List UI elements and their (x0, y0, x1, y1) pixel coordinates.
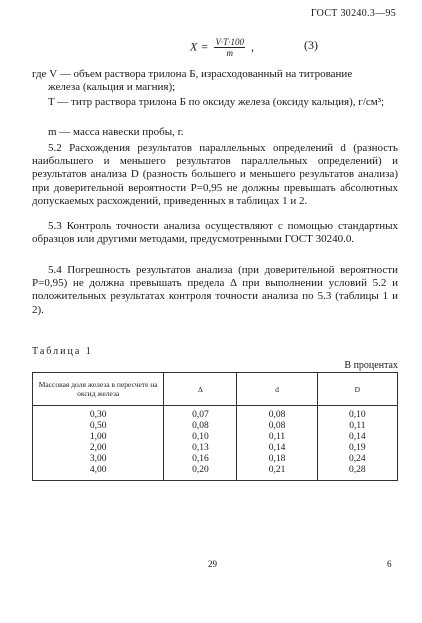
cell-mass: 1,00 (33, 432, 164, 443)
cell-delta: 0,08 (164, 421, 237, 432)
definition-v (32, 68, 398, 94)
corner-number: 6 (387, 559, 392, 569)
cell-mass: 0,50 (33, 421, 164, 432)
tolerance-table (32, 372, 398, 481)
formula-denominator: m (226, 48, 233, 58)
cell-D: 0,24 (317, 454, 397, 465)
formula-tail: , (250, 39, 254, 54)
definition-t: T — титр раствора трилона Б по оксиду железа (оксиду кальция), г/см³; (48, 96, 385, 108)
cell-D: 0,19 (317, 443, 397, 454)
equation-number: (3) (304, 38, 318, 52)
formula (190, 37, 254, 58)
table-row (33, 465, 398, 481)
header-delta: Δ (164, 373, 237, 406)
cell-mass: 2,00 (33, 443, 164, 454)
cell-D: 0,14 (317, 432, 397, 443)
table-units: В процентах (344, 360, 398, 371)
definition-v-line2: железа (кальция и магния); (48, 81, 176, 94)
cell-d: 0,18 (237, 454, 317, 465)
table-row (33, 454, 398, 465)
header-d: d (237, 373, 317, 406)
cell-mass: 4,00 (33, 465, 164, 481)
cell-D: 0,11 (317, 421, 397, 432)
paragraph-5-4: 5.4 Погрешность результатов анализа (при доверительной вероятности P=0,95) не должна превышать предела Δ при выполнении условий 5.2 и положительных результатах контроля точности анализа по 5.3 (таблицы 1 и 2). (32, 264, 398, 316)
cell-d: 0,08 (237, 421, 317, 432)
page-number: 29 (208, 559, 217, 569)
paragraph-5-3: 5.3 Контроль точности анализа осуществляют с помощью стандартных образцов или другими методами, предусмотренными ГОСТ 30240.0. (32, 220, 398, 246)
table-row (33, 432, 398, 443)
cell-d: 0,14 (237, 443, 317, 454)
cell-mass: 0,30 (33, 406, 164, 422)
table-title: Таблица 1 (32, 346, 93, 357)
cell-mass: 3,00 (33, 454, 164, 465)
cell-delta: 0,16 (164, 454, 237, 465)
formula-lhs: X = (190, 39, 209, 54)
table-row (33, 421, 398, 432)
header-D: D (317, 373, 397, 406)
cell-delta: 0,10 (164, 432, 237, 443)
definition-v-line1: где V — объем раствора трилона Б, израсходованный на титрование (32, 68, 353, 80)
formula-fraction (214, 37, 245, 58)
header-mass-fraction: Массовая доля железа в пересчете на оксид железа (33, 373, 164, 406)
cell-delta: 0,20 (164, 465, 237, 481)
table-header-row (33, 373, 398, 406)
document-header: ГОСТ 30240.3—95 (310, 8, 396, 19)
table-row (33, 406, 398, 422)
table-row (33, 443, 398, 454)
cell-d: 0,21 (237, 465, 317, 481)
definition-m: m — масса навески пробы, г. (48, 126, 184, 138)
cell-delta: 0,13 (164, 443, 237, 454)
cell-d: 0,11 (237, 432, 317, 443)
cell-d: 0,08 (237, 406, 317, 422)
cell-D: 0,28 (317, 465, 397, 481)
paragraph-5-2: 5.2 Расхождения результатов параллельных определений d (разность наибольшего и меньшего результатов параллельных определений) и результатов анализа D (разность большего и меньшего результатов анализа) при доверительной вероятности P=0,95 не должны превышать абсолютных допускаемых расхождений, приведенных в таблицах 1 и 2. (32, 142, 398, 207)
cell-delta: 0,07 (164, 406, 237, 422)
cell-D: 0,10 (317, 406, 397, 422)
formula-numerator: V·T·100 (215, 37, 244, 47)
